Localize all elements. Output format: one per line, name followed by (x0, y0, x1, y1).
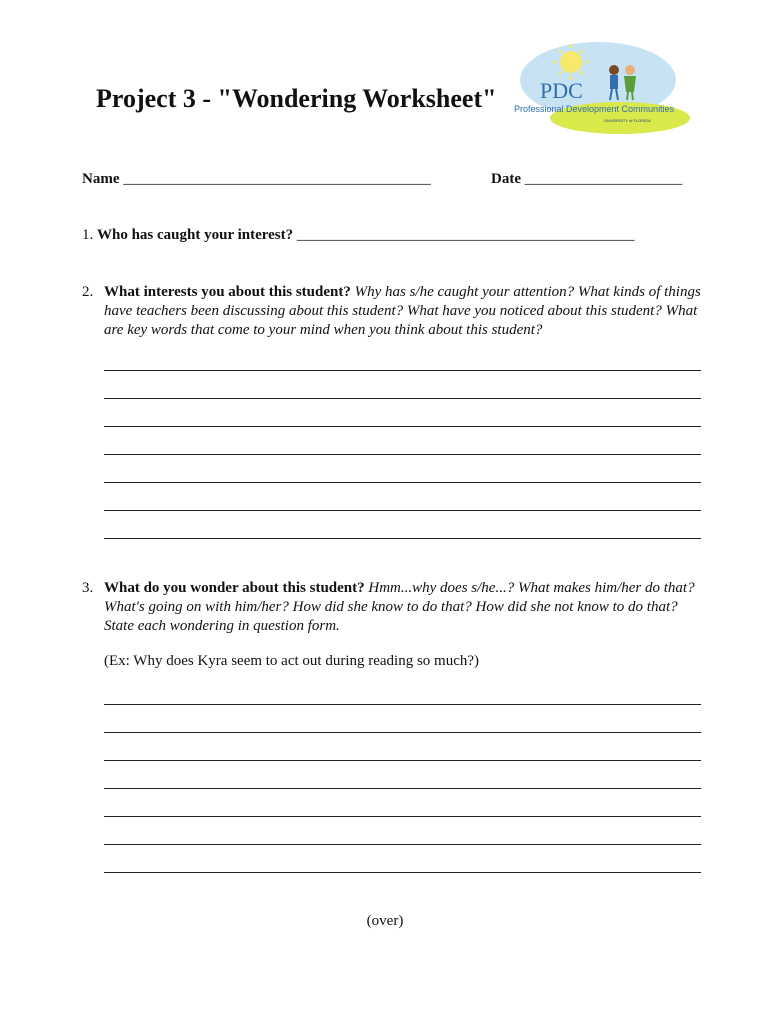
answer-line[interactable] (104, 482, 701, 483)
question-3-detail: Hmm...why does s/he...? What makes him/her do that? What's going on with him/her? How did she know to do that? How did she not know to do that? State each wondering in question form. (104, 580, 695, 634)
question-1-number: 1. (82, 227, 94, 243)
answer-line[interactable] (104, 398, 701, 399)
answer-line[interactable] (104, 760, 701, 761)
answer-line[interactable] (104, 538, 701, 539)
answer-line[interactable] (104, 370, 701, 371)
date-blank[interactable]: _____________________ (524, 171, 683, 187)
name-label: Name (82, 171, 120, 187)
over-note: (over) (366, 913, 404, 929)
question-2-prompt: What interests you about this student? (104, 284, 351, 300)
answer-line[interactable] (104, 704, 701, 705)
name-blank[interactable]: _________________________________________ (123, 171, 431, 187)
answer-line[interactable] (104, 732, 701, 733)
question-3-example: (Ex: Why does Kyra seem to act out during reading so much?) (104, 653, 480, 669)
svg-text:UNIVERSITY of FLORIDA: UNIVERSITY of FLORIDA (604, 118, 651, 123)
answer-line[interactable] (104, 510, 701, 511)
date-label: Date (491, 171, 521, 187)
date-field[interactable] (491, 171, 682, 188)
answer-line[interactable] (104, 426, 701, 427)
svg-text:PDC: PDC (540, 78, 583, 103)
answer-line[interactable] (104, 454, 701, 455)
svg-text:Professional Development Commu: Professional Development Communities (514, 104, 675, 114)
question-1-prompt: Who has caught your interest? (97, 227, 294, 243)
question-3-number: 3. (82, 580, 94, 596)
answer-line[interactable] (104, 788, 701, 789)
answer-line[interactable] (104, 816, 701, 817)
question-1-blank[interactable]: _____________________________________________ (296, 227, 635, 243)
answer-line[interactable] (104, 872, 701, 873)
question-2-number: 2. (82, 284, 94, 300)
pdc-logo (508, 40, 690, 136)
question-2-detail: Why has s/he caught your attention? What kinds of things have teachers been discussing about this student? What have you noticed about this student? What are key words that come to your mind when you think about this student? (104, 284, 701, 338)
name-field[interactable] (82, 171, 431, 188)
question-3-prompt: What do you wonder about this student? (104, 580, 365, 596)
answer-line[interactable] (104, 844, 701, 845)
page-title: Project 3 - "Wondering Worksheet" (96, 84, 497, 113)
question-1 (82, 227, 634, 244)
